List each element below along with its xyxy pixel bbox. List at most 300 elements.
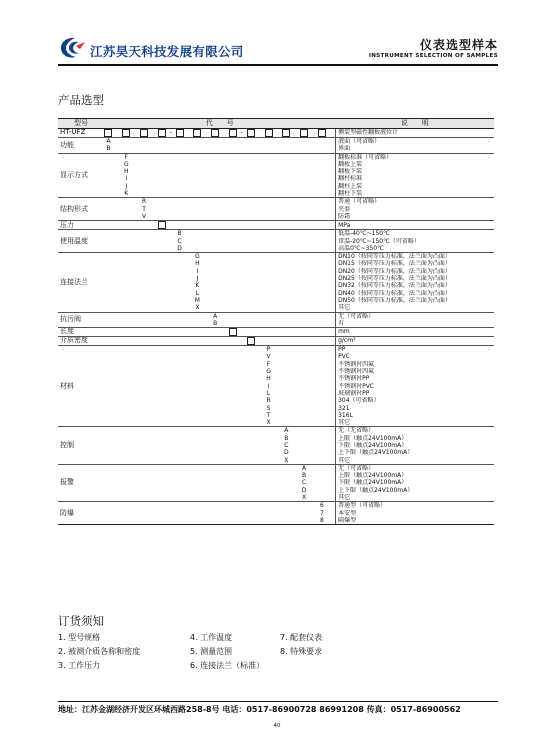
code-slot (104, 502, 113, 510)
code-slot (264, 472, 273, 479)
code-slot (246, 353, 255, 360)
code-slot (273, 304, 282, 312)
option-code: X (300, 494, 309, 502)
code-slot (113, 502, 122, 510)
code-slot (309, 183, 318, 190)
code-slot (326, 183, 335, 190)
option-description: mm (336, 328, 494, 337)
code-slot (131, 397, 140, 404)
code-slot (166, 368, 175, 375)
code-slot (193, 230, 202, 238)
code-slot (300, 145, 309, 153)
code-slot (309, 383, 318, 390)
code-slot (149, 361, 158, 368)
code-slot (113, 183, 122, 190)
code-slot (131, 346, 140, 354)
code-slot (193, 183, 202, 190)
code-slot (184, 487, 193, 494)
code-slot (246, 206, 255, 213)
code-slot (175, 304, 184, 312)
code-slot (149, 175, 158, 182)
code-slot (122, 346, 131, 354)
code-slot (131, 190, 140, 198)
code-box-icon (122, 129, 130, 137)
code-slot (175, 290, 184, 297)
code-box-icon (140, 129, 148, 137)
code-slot (300, 190, 309, 198)
code-slot (193, 190, 202, 198)
code-slot (282, 175, 291, 182)
option-description: DN32（按同等压力标准，法兰面为凸面） (336, 282, 494, 289)
code-slot (184, 213, 193, 221)
code-slot (122, 383, 131, 390)
option-description: 翻板标准（可省略） (336, 153, 494, 161)
code-slot (309, 161, 318, 168)
code-slot (237, 282, 246, 289)
code-slot (184, 328, 193, 337)
option-code: B (177, 230, 182, 238)
code-slot (104, 337, 113, 346)
code-slot (229, 397, 238, 404)
code-slot (193, 168, 202, 175)
code-slot (220, 397, 229, 404)
table-row (58, 221, 494, 230)
code-slot (131, 353, 140, 360)
code-slot (255, 175, 264, 182)
code-slot (131, 419, 140, 427)
code-slot (291, 190, 300, 198)
code-slot (202, 183, 211, 190)
code-slot (140, 275, 149, 282)
code-slot (104, 275, 113, 282)
code-slot (255, 397, 264, 404)
code-slot (202, 206, 211, 213)
code-slot (255, 494, 264, 502)
code-slot (122, 297, 131, 304)
table-row (58, 383, 494, 390)
code-slot (211, 183, 220, 190)
code-slot (255, 419, 264, 427)
code-slot (175, 397, 184, 404)
code-slot (184, 145, 193, 153)
col-code-header: 代 号 (104, 119, 336, 129)
code-slot (246, 449, 255, 456)
code-slot (291, 517, 300, 525)
code-slot (229, 472, 238, 479)
code-slot (317, 346, 326, 354)
code-slot (211, 419, 220, 427)
code-slot (300, 435, 309, 442)
code-slot (184, 517, 193, 525)
option-description: 无（可省略） (336, 312, 494, 320)
code-slot (175, 442, 184, 449)
model-description: 侧装型磁性翻板液位计 (336, 129, 494, 138)
code-slot (237, 245, 246, 253)
option-description: 304（可省略） (336, 397, 494, 404)
code-slot (157, 346, 166, 354)
code-slot (166, 275, 175, 282)
code-slot (104, 206, 113, 213)
code-slot (229, 487, 238, 494)
code-slot (184, 337, 193, 346)
code-slot (309, 427, 318, 435)
code-slot (229, 129, 238, 138)
code-slot (237, 412, 246, 419)
code-slot (291, 268, 300, 275)
code-slot (184, 419, 193, 427)
code-slot (220, 517, 229, 525)
code-slot (246, 383, 255, 390)
code-slot (113, 494, 122, 502)
code-slot (246, 368, 255, 375)
code-box-icon (193, 129, 201, 137)
code-slot (291, 337, 300, 346)
order-note-item: 2. 被测介质各称和密度 (58, 647, 141, 656)
code-slot (326, 175, 335, 182)
code-slot (309, 464, 318, 472)
code-slot (211, 435, 220, 442)
code-slot (166, 397, 175, 404)
code-slot (131, 320, 140, 328)
code-slot (220, 190, 229, 198)
code-slot (229, 312, 238, 320)
code-slot (184, 198, 193, 206)
option-code: D (175, 245, 184, 253)
code-slot (211, 427, 220, 435)
code-slot (184, 510, 193, 517)
code-slot (104, 346, 113, 354)
code-slot (282, 517, 291, 525)
option-description: DN10（按同等压力标准，法兰面为凸面） (336, 253, 494, 261)
code-slot (246, 472, 255, 479)
code-slot (157, 253, 166, 261)
code-slot (202, 472, 211, 479)
code-slot (157, 183, 166, 190)
code-slot (140, 346, 149, 354)
code-slot (149, 138, 158, 146)
code-slot (246, 397, 255, 404)
code-slot (157, 190, 166, 198)
code-slot (229, 304, 238, 312)
code-slot (175, 449, 184, 456)
code-slot (309, 198, 318, 206)
option-code: G (123, 160, 129, 168)
code-slot (317, 479, 326, 486)
code-slot (149, 198, 158, 206)
code-slot (300, 320, 309, 328)
code-slot (184, 138, 193, 146)
section-label: 显示方式 (58, 153, 104, 198)
code-slot (184, 390, 193, 397)
option-code: X (193, 304, 202, 312)
code-slot (149, 328, 158, 337)
code-slot (237, 312, 246, 320)
code-slot (193, 213, 202, 221)
option-description: 下限（触点24V100mA） (336, 479, 494, 486)
code-slot (237, 168, 246, 175)
code-slot (193, 245, 202, 253)
code-slot (122, 494, 131, 502)
code-slot (237, 502, 246, 510)
code-slot (122, 412, 131, 419)
code-slot (246, 190, 255, 198)
code-slot (273, 253, 282, 261)
code-slot (104, 479, 113, 486)
code-slot (326, 449, 335, 456)
code-slot (246, 297, 255, 304)
code-slot (282, 138, 291, 146)
table-header-row (58, 119, 494, 129)
code-slot (317, 153, 326, 161)
code-slot (211, 472, 220, 479)
code-slot (211, 502, 220, 510)
code-slot (246, 328, 255, 337)
code-slot (104, 297, 113, 304)
section-title-order: 订货须知 (58, 614, 104, 628)
code-slot (140, 238, 149, 245)
code-slot (317, 353, 326, 360)
code-slot (140, 190, 149, 198)
option-code: T (266, 411, 271, 419)
code-slot (317, 487, 326, 494)
code-slot (122, 198, 131, 206)
code-slot (193, 320, 202, 328)
code-slot (229, 253, 238, 261)
code-slot (140, 397, 149, 404)
code-slot (300, 304, 309, 312)
table-row (58, 479, 494, 486)
code-slot (273, 390, 282, 397)
code-slot (211, 464, 220, 472)
code-slot (202, 457, 211, 465)
code-slot (291, 304, 300, 312)
code-slot (140, 435, 149, 442)
code-slot (166, 472, 175, 479)
code-slot (291, 161, 300, 168)
code-slot (255, 153, 264, 161)
code-slot (166, 479, 175, 486)
code-slot (309, 368, 318, 375)
code-slot (140, 449, 149, 456)
code-slot (291, 213, 300, 221)
option-code: M (194, 296, 200, 304)
code-slot (317, 405, 326, 412)
code-slot (264, 230, 273, 238)
code-box-icon (247, 337, 255, 345)
code-slot (255, 487, 264, 494)
code-slot (273, 282, 282, 289)
code-slot (264, 510, 273, 517)
table-row (58, 328, 494, 337)
code-slot (229, 145, 238, 153)
code-slot (157, 245, 166, 253)
code-slot (157, 168, 166, 175)
code-slot (246, 346, 255, 354)
code-slot (246, 213, 255, 221)
code-slot (246, 260, 255, 267)
code-slot (131, 268, 140, 275)
table-row (58, 449, 494, 456)
code-slot (309, 412, 318, 419)
code-slot (291, 175, 300, 182)
code-slot (317, 253, 326, 261)
option-code: G (195, 253, 200, 261)
code-slot (184, 346, 193, 354)
code-slot (220, 168, 229, 175)
code-slot (211, 487, 220, 494)
code-slot (273, 472, 282, 479)
code-slot (255, 198, 264, 206)
code-slot (255, 268, 264, 275)
code-slot (246, 175, 255, 182)
code-slot (202, 238, 211, 245)
code-slot (291, 510, 300, 517)
code-slot (149, 449, 158, 456)
code-slot (184, 442, 193, 449)
code-slot (113, 268, 122, 275)
code-slot (220, 383, 229, 390)
code-slot (273, 328, 282, 337)
section-label: 结构形式 (58, 198, 104, 221)
code-slot (264, 297, 273, 304)
code-slot (193, 449, 202, 456)
code-slot (300, 353, 309, 360)
code-slot (122, 268, 131, 275)
option-code: K (122, 190, 131, 198)
code-slot (113, 161, 122, 168)
code-slot (291, 168, 300, 175)
code-slot (211, 282, 220, 289)
code-slot (220, 412, 229, 419)
code-slot (246, 510, 255, 517)
code-box-icon (300, 129, 308, 137)
code-slot (309, 487, 318, 494)
code-slot (140, 510, 149, 517)
code-box-icon (318, 129, 326, 137)
code-slot (291, 129, 300, 138)
code-slot (149, 304, 158, 312)
code-slot (149, 405, 158, 412)
code-slot (255, 361, 264, 368)
code-slot (229, 275, 238, 282)
code-slot (211, 213, 220, 221)
code-slot (300, 328, 309, 337)
code-slot (264, 161, 273, 168)
code-slot (309, 449, 318, 456)
code-slot (104, 328, 113, 337)
code-slot (193, 494, 202, 502)
code-slot (122, 129, 131, 138)
code-slot (237, 183, 246, 190)
code-slot (211, 510, 220, 517)
table-row (58, 502, 494, 510)
option-description: PVC (336, 353, 494, 360)
code-slot (113, 297, 122, 304)
code-slot (309, 405, 318, 412)
code-slot (317, 138, 326, 146)
code-slot (104, 183, 113, 190)
code-slot (202, 253, 211, 261)
code-slot (255, 183, 264, 190)
code-slot (264, 427, 273, 435)
code-slot (211, 161, 220, 168)
code-slot (246, 161, 255, 168)
code-slot (140, 487, 149, 494)
code-slot (175, 419, 184, 427)
code-slot (131, 472, 140, 479)
code-slot (193, 457, 202, 465)
code-slot (113, 304, 122, 312)
code-slot (140, 153, 149, 161)
code-slot (282, 230, 291, 238)
code-slot (229, 457, 238, 465)
code-slot (317, 383, 326, 390)
code-slot (211, 375, 220, 382)
code-slot (282, 502, 291, 510)
option-code: R (141, 198, 147, 206)
code-slot (122, 282, 131, 289)
code-slot (282, 245, 291, 253)
code-slot (140, 175, 149, 182)
code-slot (104, 221, 113, 230)
code-slot (309, 479, 318, 486)
code-box-icon (158, 221, 166, 229)
code-slot (255, 206, 264, 213)
code-slot (317, 282, 326, 289)
code-slot (113, 337, 122, 346)
code-slot (211, 383, 220, 390)
code-slot (157, 419, 166, 427)
table-row (58, 390, 494, 397)
code-slot (326, 487, 335, 494)
table-row (58, 138, 494, 146)
code-slot (157, 268, 166, 275)
code-slot (255, 346, 264, 354)
code-slot (291, 275, 300, 282)
code-slot (220, 304, 229, 312)
code-slot (255, 190, 264, 198)
code-slot (229, 221, 238, 230)
code-slot (211, 260, 220, 267)
code-slot (326, 297, 335, 304)
code-slot (122, 138, 131, 146)
code-slot (291, 435, 300, 442)
code-slot (113, 390, 122, 397)
code-slot (220, 419, 229, 427)
code-slot (255, 290, 264, 297)
table-row (58, 320, 494, 328)
code-slot (104, 419, 113, 427)
code-slot (282, 412, 291, 419)
code-slot (149, 346, 158, 354)
code-slot (264, 517, 273, 525)
code-slot (282, 145, 291, 153)
table-row (58, 175, 494, 182)
code-slot (211, 442, 220, 449)
code-slot (273, 510, 282, 517)
code-slot (237, 419, 246, 427)
table-row (58, 238, 494, 245)
code-slot (131, 206, 140, 213)
code-slot (229, 464, 238, 472)
code-slot (220, 368, 229, 375)
code-slot (184, 253, 193, 261)
code-slot (237, 337, 246, 346)
code-slot (211, 175, 220, 182)
code-slot (326, 510, 335, 517)
code-slot (220, 346, 229, 354)
code-slot (211, 138, 220, 146)
